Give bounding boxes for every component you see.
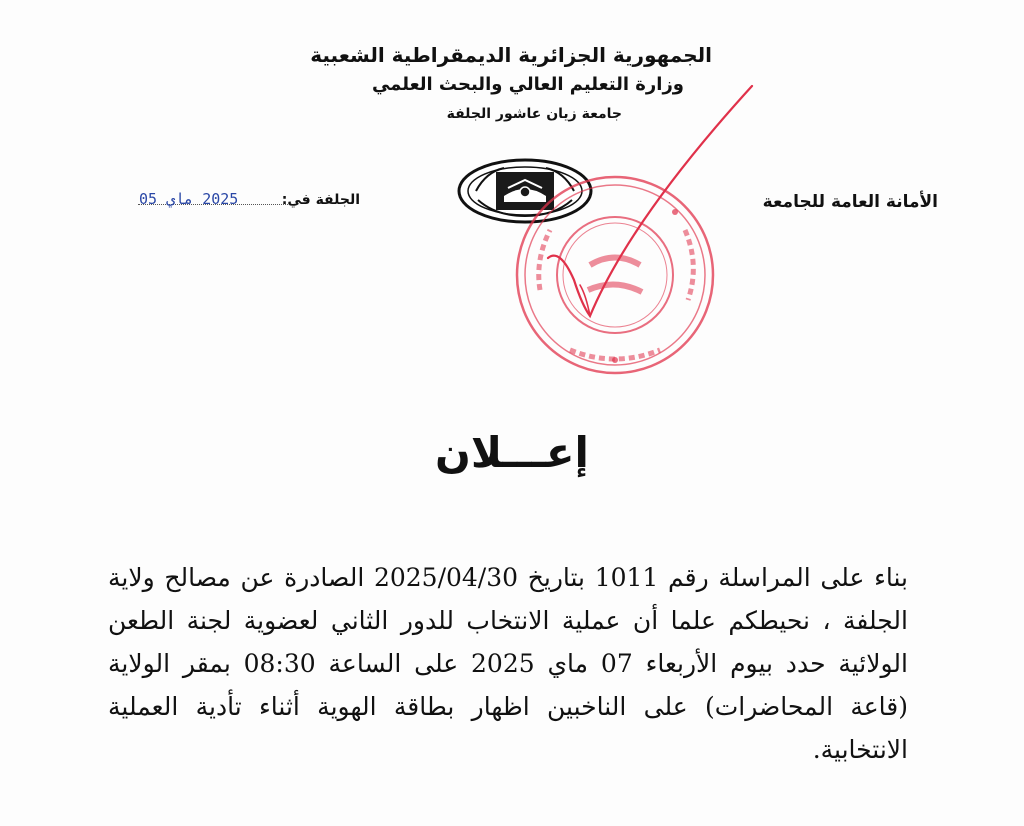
ministry-heading: وزارة التعليم العالي والبحث العلمي — [371, 74, 684, 95]
republic-heading: الجمهورية الجزائرية الديمقراطية الشعبية — [310, 43, 712, 67]
date-field — [135, 188, 360, 214]
announcement-body: بناء على المراسلة رقم 1011 بتاريخ 2025/04/30 الصادرة عن مصالح ولاية الجلفة ، نحيطكم علما أن عملية الانتخاب للدور الثاني لعضوية لجنة الطعن الولائية حدد بيوم الأربعاء 07 ماي 2025 على الساعة 08:30 بمقر الولاية (قاعة المحاضرات) على الناخبين اظهار بطاقة الهوية أثناء تأدية العملية الانتخابية. — [108, 563, 908, 764]
announcement-title: إعـــلان — [435, 428, 589, 477]
date-value: 2025 ماي 05 — [139, 190, 239, 208]
university-heading: جامعة زيان عاشور الجلفة — [446, 106, 622, 122]
secretariat-label: الأمانة العامة للجامعة — [762, 192, 938, 212]
checkmark-signature-icon — [540, 80, 760, 320]
date-label: الجلفة في: — [281, 192, 360, 208]
